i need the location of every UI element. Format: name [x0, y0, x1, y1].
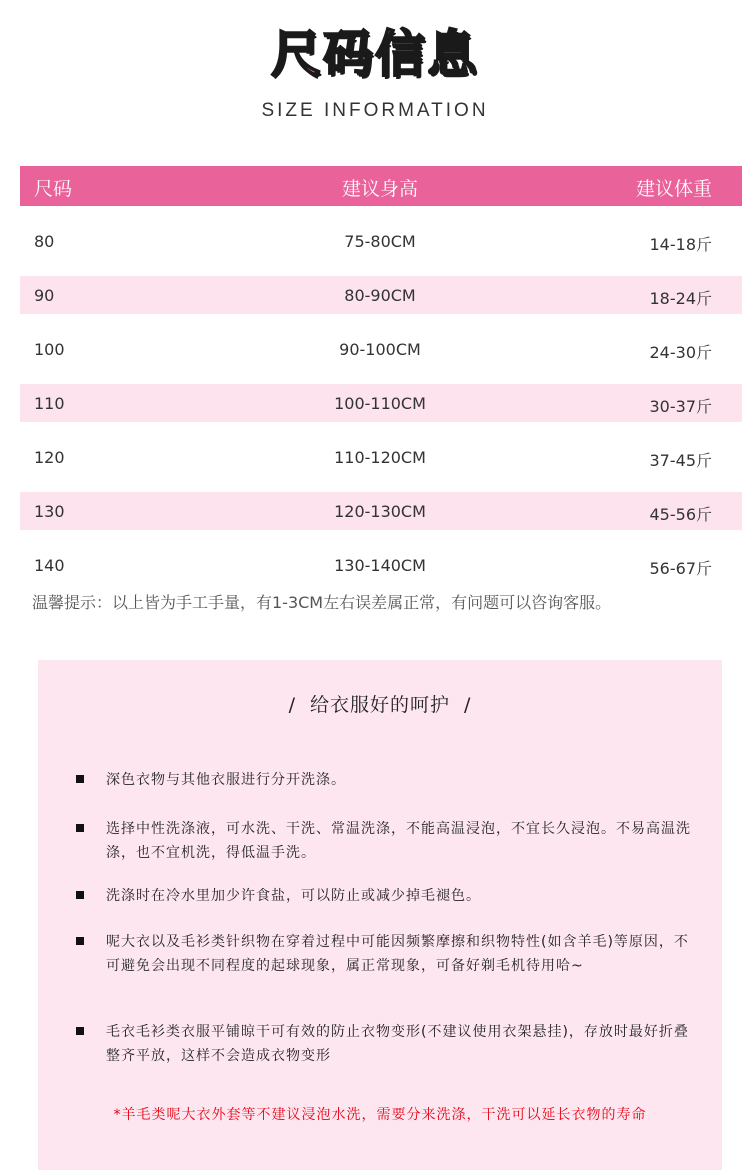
- bullet-square-icon: [76, 775, 84, 783]
- care-item-text: 深色衣物与其他衣服进行分开洗涤。: [106, 772, 346, 788]
- weight-cell: 18-24斤: [649, 289, 712, 308]
- table-row: [20, 330, 742, 368]
- height-cell: 90-100CM: [339, 340, 421, 359]
- bullet-square-icon: [76, 891, 84, 899]
- table-row: [20, 492, 742, 530]
- page-title: 尺码信息: [271, 25, 479, 83]
- size-table: [20, 166, 742, 584]
- weight-cell: 14-18斤: [649, 235, 712, 254]
- care-title-text: 给衣服好的呵护: [309, 694, 450, 716]
- weight-cell: 30-37斤: [649, 397, 712, 416]
- height-cell: 110-120CM: [334, 448, 426, 467]
- size-tip: 温馨提示：以上皆为手工手量，有1-3CM左右误差属正常，有问题可以咨询客服。: [32, 593, 612, 612]
- height-cell: 130-140CM: [334, 556, 426, 575]
- weight-cell: 24-30斤: [649, 343, 712, 362]
- height-cell: 80-90CM: [344, 286, 416, 305]
- size-cell: 100: [34, 340, 65, 359]
- bullet-square-icon: [76, 1027, 84, 1035]
- size-cell: 120: [34, 448, 65, 467]
- table-row: [20, 222, 742, 260]
- title-slash-right: /: [464, 694, 472, 716]
- care-section: [38, 660, 722, 1170]
- size-cell: 140: [34, 556, 65, 575]
- height-cell: 75-80CM: [344, 232, 416, 251]
- size-cell: 80: [34, 232, 55, 251]
- weight-cell: 56-67斤: [649, 559, 712, 578]
- header-height: 建议身高: [341, 178, 418, 200]
- care-item-text: 呢大衣以及毛衫类针织物在穿着过程中可能因频繁摩擦和织物特性(如含羊毛)等原因，不可避免会出现不同程度的起球现象，属正常现象，可备好剃毛机待用哈~: [106, 934, 689, 974]
- table-row: [20, 276, 742, 314]
- table-row: [20, 384, 742, 422]
- bullet-square-icon: [76, 937, 84, 945]
- header-size: 尺码: [34, 178, 73, 200]
- table-row: [20, 438, 742, 476]
- size-cell: 110: [34, 394, 65, 413]
- size-cell: 130: [34, 502, 65, 521]
- height-cell: 120-130CM: [334, 502, 426, 521]
- care-item-text: 毛衣毛衫类衣服平铺晾干可有效的防止衣物变形(不建议使用衣架悬挂)，存放时最好折叠整齐平放，这样不会造成衣物变形: [106, 1024, 689, 1064]
- care-warning: *羊毛类呢大衣外套等不建议浸泡水洗，需要分来洗涤，干洗可以延长衣物的寿命: [113, 1107, 647, 1123]
- bullet-square-icon: [76, 824, 84, 832]
- page-subtitle: SIZE INFORMATION: [261, 100, 489, 121]
- title-slash-left: /: [288, 694, 296, 716]
- table-header: [20, 166, 742, 206]
- height-cell: 100-110CM: [334, 394, 426, 413]
- care-item-text: 选择中性洗涤液，可水洗、干洗、常温洗涤，不能高温浸泡，不宜长久浸泡。不易高温洗涤，也不宜机洗，得低温手洗。: [106, 821, 691, 861]
- table-row: [20, 546, 742, 584]
- weight-cell: 37-45斤: [649, 451, 712, 470]
- size-cell: 90: [34, 286, 55, 305]
- care-title: [38, 690, 722, 717]
- header-weight: 建议体重: [635, 178, 712, 200]
- care-item-text: 洗涤时在冷水里加少许食盐，可以防止或减少掉毛褪色。: [106, 888, 481, 904]
- weight-cell: 45-56斤: [649, 505, 712, 524]
